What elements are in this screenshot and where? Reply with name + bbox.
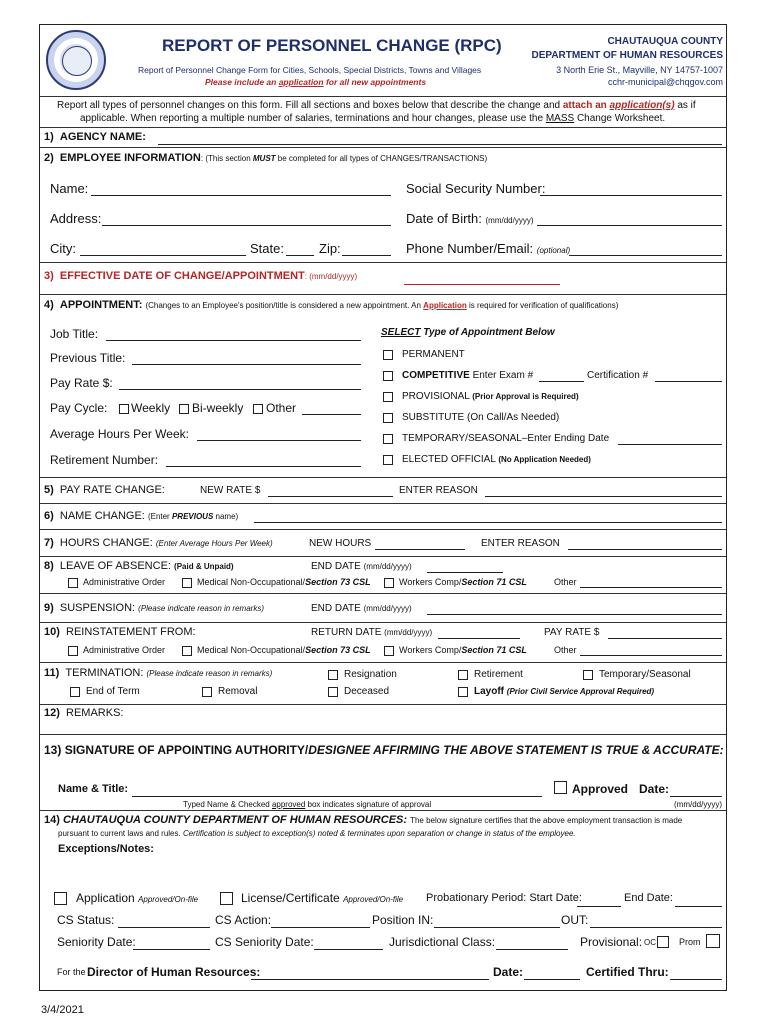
oc-label: OC [644, 938, 656, 947]
temporary-seasonal-checkbox[interactable] [583, 670, 593, 680]
leave-end-date-field[interactable] [427, 572, 503, 573]
typed-name-note: Typed Name & Checked approved box indicates signature of approval [183, 800, 432, 809]
pay-cycle-label: Pay Cycle: [50, 401, 108, 415]
application-checkbox[interactable] [54, 892, 67, 905]
other-cycle-field[interactable] [302, 414, 361, 415]
signature-name-title-label: Name & Title: [58, 783, 129, 795]
leave-end-date-label: END DATE (mm/dd/yyyy) [311, 561, 412, 572]
temporary-end-date-field[interactable] [618, 444, 722, 445]
address-label: Address: [50, 211, 102, 226]
provisional-label: PROVISIONAL (Prior Approval is Required) [402, 391, 579, 402]
retirement-label: Retirement [474, 669, 523, 680]
hours-reason-label: ENTER REASON [481, 538, 560, 549]
section-pay-rate-change: 5) PAY RATE CHANGE: [44, 484, 165, 496]
removal-checkbox[interactable] [202, 687, 212, 697]
agency-name-field[interactable] [158, 144, 722, 145]
temporary-seasonal-label: Temporary/Seasonal [599, 669, 691, 680]
layoff-label: Layoff (Prior Civil Service Approval Required) [474, 686, 655, 697]
county-name: CHAUTAUQUA COUNTY [607, 36, 723, 47]
biweekly-label: Bi-weekly [192, 401, 244, 415]
effective-date-field[interactable] [404, 284, 560, 285]
signature-date-format: (mm/dd/yyyy) [674, 800, 722, 809]
state-field[interactable] [286, 255, 314, 256]
director-label: Director of Human Resources: [87, 965, 261, 979]
previous-title-field[interactable] [132, 364, 361, 365]
probation-start-label: Probationary Period: Start Date: [426, 892, 582, 904]
deceased-label: Deceased [344, 686, 390, 697]
competitive-checkbox[interactable] [383, 371, 393, 381]
temporary-label: TEMPORARY/SEASONAL–Enter Ending Date [402, 433, 610, 444]
rpc-form [39, 24, 727, 991]
retirement-number-label: Retirement Number: [50, 453, 159, 467]
name-label: Name: [50, 181, 89, 196]
suspension-end-date-label: END DATE (mm/dd/yyyy) [311, 603, 412, 614]
section-termination: 11) TERMINATION: (Please indicate reason in remarks) [44, 667, 273, 679]
license-checkbox[interactable] [220, 892, 233, 905]
removal-label: Removal [218, 686, 258, 697]
approved-checkbox[interactable] [554, 781, 567, 794]
end-of-term-checkbox[interactable] [70, 687, 80, 697]
city-label: City: [50, 241, 76, 256]
phone-label: Phone Number/Email: (optional) [406, 241, 571, 256]
certification-label: Certification # [587, 370, 649, 381]
director-date-label: Date: [493, 965, 524, 979]
signature-date-label: Date: [639, 782, 670, 796]
leave-workers-comp-label: Workers Comp/Section 71 CSL [399, 577, 527, 587]
section-name-change: 6) NAME CHANGE: (Enter PREVIOUS name) [44, 510, 239, 522]
cs-seniority-date-label: CS Seniority Date: [215, 935, 314, 949]
position-out-field[interactable] [590, 927, 722, 928]
reinstate-admin-checkbox[interactable] [68, 646, 78, 656]
retirement-checkbox[interactable] [458, 670, 468, 680]
previous-title-label: Previous Title: [50, 351, 126, 365]
deceased-checkbox[interactable] [328, 687, 338, 697]
address-field[interactable] [102, 225, 391, 226]
signature-name-title-field[interactable] [132, 796, 542, 797]
cs-action-label: CS Action: [215, 913, 272, 927]
job-title-field[interactable] [106, 340, 361, 341]
phone-field[interactable] [569, 255, 722, 256]
zip-field[interactable] [342, 255, 391, 256]
form-subtitle: Report of Personnel Change Form for Cities, Schools, Special Districts, Towns and Villages [138, 65, 482, 75]
reinstate-pay-label: PAY RATE $ [544, 627, 600, 638]
section-reinstatement: 10) REINSTATEMENT FROM: [44, 626, 196, 638]
state-label: State: [250, 241, 284, 256]
return-date-field[interactable] [438, 638, 520, 639]
department-address: 3 North Erie St., Mayville, NY 14757-1007 [556, 65, 723, 75]
other-cycle-label: Other [266, 401, 297, 415]
director-date-field[interactable] [524, 979, 580, 980]
leave-admin-label: Administrative Order [83, 577, 166, 587]
substitute-checkbox[interactable] [383, 413, 393, 423]
leave-medical-checkbox[interactable] [182, 578, 192, 588]
return-date-label: RETURN DATE (mm/dd/yyyy) [311, 627, 433, 638]
temporary-checkbox[interactable] [383, 434, 393, 444]
director-signature-field[interactable] [251, 979, 489, 980]
section-signature: 13) SIGNATURE OF APPOINTING AUTHORITY/DESIGNEE AFFIRMING THE ABOVE STATEMENT IS TRUE & ACCURATE: [44, 743, 724, 757]
average-hours-label: Average Hours Per Week: [50, 427, 189, 441]
name-field[interactable] [91, 195, 391, 196]
seniority-date-label: Seniority Date: [57, 935, 136, 949]
dob-label: Date of Birth: (mm/dd/yyyy) [406, 211, 534, 226]
average-hours-field[interactable] [197, 440, 361, 441]
jurisdictional-class-label: Jurisdictional Class: [389, 935, 496, 949]
county-seal-icon [46, 30, 106, 90]
provisional-checkbox[interactable] [383, 392, 393, 402]
reinstate-pay-field[interactable] [608, 638, 722, 639]
new-hours-label: NEW HOURS [309, 538, 372, 549]
hr-certification-note: pursuant to current laws and rules. Certification is subject to exception(s) noted & terminates upon separation or change in status of the employee. [58, 829, 576, 838]
application-note: Please include an application for all new appointments [205, 77, 427, 87]
probation-start-field[interactable] [577, 906, 621, 907]
reinstate-other-label: Other [554, 645, 577, 655]
seniority-date-field[interactable] [133, 949, 210, 950]
reinstate-medical-label: Medical Non-Occupational/Section 73 CSL [197, 645, 371, 655]
suspension-end-date-field[interactable] [427, 614, 722, 615]
section-suspension: 9) SUSPENSION: (Please indicate reason in remarks) [44, 602, 264, 614]
section-effective-date: 3) EFFECTIVE DATE OF CHANGE/APPOINTMENT: (mm/dd/yyyy) [44, 270, 358, 282]
section-hr-certification: 14) CHAUTAUQUA COUNTY DEPARTMENT OF HUMAN RESOURCES: The below signature certifies that the above employment transaction is made [44, 814, 683, 826]
department-name: DEPARTMENT OF HUMAN RESOURCES [531, 50, 723, 61]
new-rate-label: NEW RATE $ [200, 485, 261, 496]
department-email[interactable]: cchr-municipal@chqgov.com [607, 77, 723, 87]
reinstate-admin-label: Administrative Order [83, 645, 166, 655]
weekly-label: Weekly [131, 401, 171, 415]
intro-line-1: Report all types of personnel changes on this form. Fill all sections and boxes below that describe the change and attach an application(s) as if [57, 100, 696, 111]
ssn-label: Social Security Number: [406, 181, 546, 196]
jurisdictional-class-field[interactable] [496, 949, 568, 950]
dob-field[interactable] [537, 225, 722, 226]
prom-label: Prom [679, 937, 701, 947]
reinstate-workers-comp-label: Workers Comp/Section 71 CSL [399, 645, 527, 655]
reinstate-workers-comp-checkbox[interactable] [384, 646, 394, 656]
prom-checkbox[interactable] [706, 934, 720, 948]
leave-medical-label: Medical Non-Occupational/Section 73 CSL [197, 577, 371, 587]
pay-reason-label: ENTER REASON [399, 485, 478, 496]
reinstate-other-field[interactable] [580, 655, 722, 656]
section-appointment: 4) APPOINTMENT: (Changes to an Employee's position/title is considered a new appointment. An Application is required for verification of qualifications) [44, 299, 619, 311]
layoff-checkbox[interactable] [458, 687, 468, 697]
cs-status-field[interactable] [118, 927, 210, 928]
cs-action-field[interactable] [271, 927, 370, 928]
signature-date-field[interactable] [670, 796, 722, 797]
approved-label: Approved [572, 782, 629, 796]
competitive-label: COMPETITIVE Enter Exam # [402, 370, 534, 381]
new-hours-field[interactable] [375, 549, 465, 550]
leave-admin-checkbox[interactable] [68, 578, 78, 588]
job-title-label: Job Title: [50, 327, 99, 341]
retirement-number-field[interactable] [166, 466, 361, 467]
section-agency-name: 1) AGENCY NAME: [44, 131, 146, 143]
exam-number-field[interactable] [539, 381, 584, 382]
ssn-field[interactable] [540, 195, 722, 196]
footer-date: 3/4/2021 [41, 1004, 84, 1016]
certified-thru-field[interactable] [670, 979, 722, 980]
license-label: License/Certificate Approved/On-file [241, 891, 404, 905]
position-in-label: Position IN: [372, 913, 434, 927]
for-the-label: For the [57, 967, 86, 977]
cs-seniority-date-field[interactable] [314, 949, 383, 950]
section-leave-of-absence: 8) LEAVE OF ABSENCE: (Paid & Unpaid) [44, 560, 234, 572]
elected-label: ELECTED OFFICIAL (No Application Needed) [402, 454, 591, 465]
other-cycle-checkbox[interactable] [253, 404, 263, 414]
probation-end-label: End Date: [624, 892, 673, 904]
section-employee-info: 2) EMPLOYEE INFORMATION: (This section MUST be completed for all types of CHANGES/TRANSACTIONS) [44, 152, 488, 164]
pay-rate-label: Pay Rate $: [50, 376, 113, 390]
section-hours-change: 7) HOURS CHANGE: (Enter Average Hours Per Week) [44, 537, 273, 549]
previous-name-field[interactable] [254, 522, 722, 523]
resignation-label: Resignation [344, 669, 397, 680]
reinstate-medical-checkbox[interactable] [182, 646, 192, 656]
position-out-label: OUT: [561, 913, 589, 927]
permanent-checkbox[interactable] [383, 350, 393, 360]
city-field[interactable] [80, 255, 246, 256]
position-in-field[interactable] [434, 927, 560, 928]
zip-label: Zip: [319, 241, 341, 256]
resignation-checkbox[interactable] [328, 670, 338, 680]
leave-other-label: Other [554, 577, 577, 587]
weekly-checkbox[interactable] [119, 404, 129, 414]
permanent-label: PERMANENT [402, 349, 465, 360]
biweekly-checkbox[interactable] [179, 404, 189, 414]
probation-end-field[interactable] [675, 906, 722, 907]
oc-checkbox[interactable] [657, 936, 669, 948]
leave-other-field[interactable] [580, 587, 722, 588]
cs-status-label: CS Status: [57, 913, 115, 927]
pay-reason-field[interactable] [485, 496, 722, 497]
provisional-label-14: Provisional: [580, 935, 643, 949]
exceptions-notes-label: Exceptions/Notes: [58, 843, 154, 855]
substitute-label: SUBSTITUTE (On Call/As Needed) [402, 412, 560, 423]
new-rate-field[interactable] [268, 496, 393, 497]
elected-checkbox[interactable] [383, 455, 393, 465]
application-label: Application Approved/On-file [76, 891, 199, 905]
section-remarks: 12) REMARKS: [44, 707, 124, 719]
end-of-term-label: End of Term [86, 686, 140, 697]
leave-workers-comp-checkbox[interactable] [384, 578, 394, 588]
intro-line-2: applicable. When reporting a multiple number of salaries, terminations and hour changes, please use the MASS Change Worksheet. [80, 113, 666, 124]
form-title: REPORT OF PERSONNEL CHANGE (RPC) [162, 36, 502, 55]
pay-rate-field[interactable] [119, 389, 361, 390]
hours-reason-field[interactable] [568, 549, 722, 550]
certified-thru-label: Certified Thru: [586, 965, 669, 979]
certification-field[interactable] [655, 381, 722, 382]
select-appointment-heading: SELECT Type of Appointment Below [381, 327, 555, 338]
